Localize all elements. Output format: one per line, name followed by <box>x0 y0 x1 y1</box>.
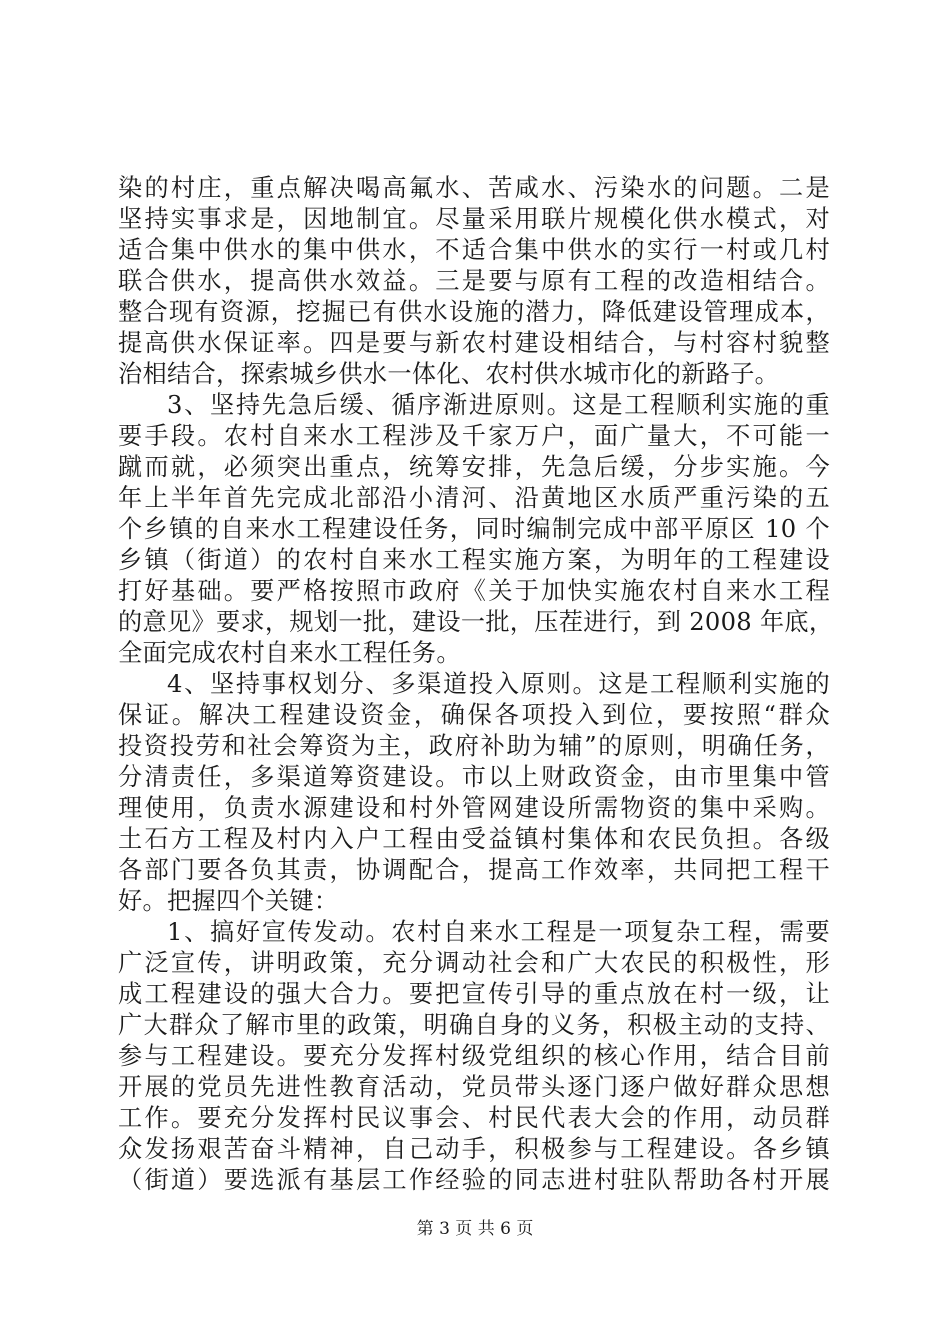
page-number-footer: 第 3 页 共 6 页 <box>416 1219 534 1239</box>
text-line: 乡镇（街道）的农村自来水工程实施方案，为明年的工程建设 <box>118 546 830 574</box>
text-line: 治相结合，探索城乡供水一体化、农村供水城市化的新路子。 <box>118 360 780 388</box>
text-line: 坚持实事求是，因地制宜。尽量采用联片规模化供水模式，对 <box>118 205 830 233</box>
text-line: 年上半年首先完成北部沿小清河、沿黄地区水质严重污染的五 <box>118 484 830 512</box>
text-line: 个乡镇的自来水工程建设任务，同时编制完成中部平原区 10 个 <box>118 515 830 543</box>
text-line: 众发扬艰苦奋斗精神，自己动手，积极参与工程建设。各乡镇 <box>118 1135 830 1163</box>
paragraph <box>118 390 834 669</box>
text-line: 蹴而就，必须突出重点，统筹安排，先急后缓，分步实施。今 <box>118 453 830 481</box>
text-line: 分清责任，多渠道筹资建设。市以上财政资金，由市里集中管 <box>118 763 830 791</box>
text-line: 联合供水，提高供水效益。三是要与原有工程的改造相结合。 <box>118 267 830 295</box>
text-line: 广泛宣传，讲明政策，充分调动社会和广大农民的积极性，形 <box>118 949 830 977</box>
text-line: （街道）要选派有基层工作经验的同志进村驻队帮助各村开展 <box>118 1166 830 1194</box>
text-line: 3、坚持先急后缓、循序渐进原则。这是工程顺利实施的重 <box>167 391 830 419</box>
text-line: 染的村庄，重点解决喝高氟水、苦咸水、污染水的问题。二是 <box>118 174 830 202</box>
text-line: 1、搞好宣传发动。农村自来水工程是一项复杂工程，需要 <box>167 918 830 946</box>
document-body <box>118 173 834 1196</box>
text-line: 打好基础。要严格按照市政府《关于加快实施农村自来水工程 <box>118 577 830 605</box>
text-line: 工作。要充分发挥村民议事会、村民代表大会的作用，动员群 <box>118 1104 830 1132</box>
text-line: 的意见》要求，规划一批，建设一批，压茬进行，到 2008 年底， <box>118 608 834 636</box>
text-line: 提高供水保证率。四是要与新农村建设相结合，与村容村貌整 <box>118 329 830 357</box>
paragraph <box>118 669 830 917</box>
text-line: 成工程建设的强大合力。要把宣传引导的重点放在村一级，让 <box>118 980 830 1008</box>
text-line: 土石方工程及村内入户工程由受益镇村集体和农民负担。各级 <box>118 825 830 853</box>
text-line: 要手段。农村自来水工程涉及千家万户，面广量大，不可能一 <box>118 422 830 450</box>
text-line: 广大群众了解市里的政策，明确自身的义务，积极主动的支持、 <box>118 1011 830 1039</box>
text-line: 适合集中供水的集中供水，不适合集中供水的实行一村或几村 <box>118 236 830 264</box>
text-line: 参与工程建设。要充分发挥村级党组织的核心作用，结合目前 <box>118 1042 830 1070</box>
text-line: 各部门要各负其责，协调配合，提高工作效率，共同把工程干 <box>118 856 830 884</box>
paragraph <box>118 173 830 390</box>
text-line: 投资投劳和社会筹资为主，政府补助为辅”的原则，明确任务， <box>118 732 830 760</box>
text-line: 整合现有资源，挖掘已有供水设施的潜力，降低建设管理成本， <box>118 298 830 326</box>
paragraph <box>118 917 830 1196</box>
text-line: 全面完成农村自来水工程任务。 <box>118 639 461 667</box>
text-line: 开展的党员先进性教育活动，党员带头逐门逐户做好群众思想 <box>118 1073 830 1101</box>
text-line: 好。把握四个关键： <box>118 887 339 915</box>
text-line: 4、坚持事权划分、多渠道投入原则。这是工程顺利实施的 <box>167 670 830 698</box>
text-line: 理使用，负责水源建设和村外管网建设所需物资的集中采购。 <box>118 794 830 822</box>
text-line: 保证。解决工程建设资金，确保各项投入到位，要按照“群众 <box>118 701 830 729</box>
